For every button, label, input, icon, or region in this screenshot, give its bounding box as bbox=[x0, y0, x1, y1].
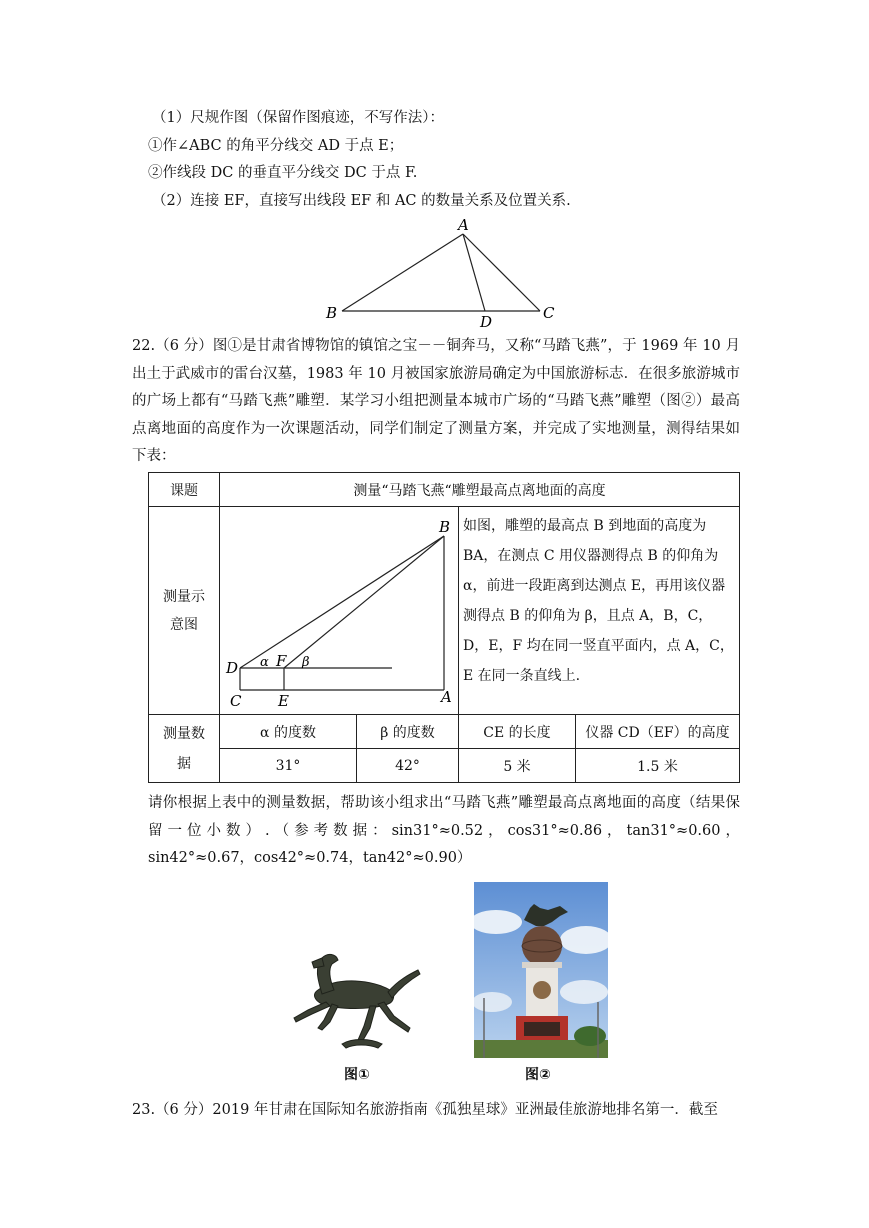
q22-intro: 22.（6 分）图①是甘肃省博物馆的镇馆之宝－－铜奔马，又称“马踏飞燕”，于 1969 年 10 月出土于武威市的雷台汉墓，1983 年 10 月被国家旅游局确定为中国旅游标志．在很多旅游城市的广场上都有“马踏飞燕”雕塑．某学习小组把测量本城市广场的“马踏飞燕”雕塑（图②）最高点离地面的高度作为一次课题活动，同学们制定了测量方案，并完成了实地测量，测得结果如下表： bbox=[132, 338, 740, 464]
sculpture-photo bbox=[474, 882, 608, 1058]
diag-label-D: D bbox=[226, 658, 239, 677]
data-label: 测量数据 bbox=[149, 715, 220, 783]
label-A: A bbox=[458, 216, 469, 234]
q21-part1: （1）尺规作图（保留作图痕迹，不写作法）： bbox=[152, 110, 444, 126]
value-height: 1.5 米 bbox=[576, 749, 740, 783]
label-D: D bbox=[480, 313, 493, 330]
diag-label-B: B bbox=[439, 517, 451, 536]
bronze-horse-image bbox=[278, 940, 428, 1058]
description-cell: 如图，雕塑的最高点 B 到地面的高度为 BA，在测点 C 用仪器测得点 B 的仰角为 α，前进一段距离到达测点 E，再用该仪器测得点 B 的仰角为 β，且点 A，B，C，D，E，F 均在同一竖直平面内，点 A，C，E 在同一条直线上. bbox=[459, 507, 740, 715]
diag-label-A: A bbox=[441, 687, 452, 706]
diagram-cell bbox=[220, 507, 459, 715]
topic-label: 课题 bbox=[149, 473, 220, 507]
header-ce: CE 的长度 bbox=[459, 715, 576, 749]
value-alpha: 31° bbox=[220, 749, 357, 783]
diag-label-E: E bbox=[278, 691, 289, 710]
label-B: B bbox=[326, 304, 338, 322]
header-alpha: α 的度数 bbox=[220, 715, 357, 749]
value-beta: 42° bbox=[357, 749, 459, 783]
label-C: C bbox=[543, 304, 555, 322]
header-height: 仪器 CD（EF）的高度 bbox=[576, 715, 740, 749]
diagram-label: 测量示意图 bbox=[149, 507, 220, 715]
diag-label-alpha: α bbox=[260, 654, 269, 670]
q21-part2: （2）连接 EF，直接写出线段 EF 和 AC 的数量关系及位置关系. bbox=[152, 193, 571, 209]
header-beta: β 的度数 bbox=[357, 715, 459, 749]
q21-step1: ①作∠ABC 的角平分线交 AD 于点 E； bbox=[148, 138, 404, 154]
fig2-caption: 图② bbox=[525, 1067, 551, 1083]
q22-question: 请你根据上表中的测量数据，帮助该小组求出“马踏飞燕”雕塑最高点离地面的高度（结果保留一位小数）.（参考数据：sin31°≈0.52，cos31°≈0.86，tan31°≈0.60，sin42°≈0.67，cos42°≈0.74，tan42°≈0.90） bbox=[148, 795, 740, 866]
measurement-table bbox=[148, 472, 740, 783]
fig1-caption: 图① bbox=[344, 1067, 370, 1083]
measurement-diagram bbox=[220, 508, 457, 714]
diag-label-beta: β bbox=[302, 654, 310, 670]
topic-cell: 测量“马踏飞燕“雕塑最高点离地面的高度 bbox=[220, 473, 740, 507]
diag-label-F: F bbox=[276, 651, 287, 670]
q21-step2: ②作线段 DC 的垂直平分线交 DC 于点 F. bbox=[148, 165, 418, 181]
value-ce: 5 米 bbox=[459, 749, 576, 783]
triangle-figure bbox=[320, 214, 560, 330]
q23-text: 23.（6 分）2019 年甘肃在国际知名旅游指南《孤独星球》亚洲最佳旅游地排名第一．截至 bbox=[132, 1102, 718, 1118]
diag-label-C: C bbox=[230, 691, 242, 710]
